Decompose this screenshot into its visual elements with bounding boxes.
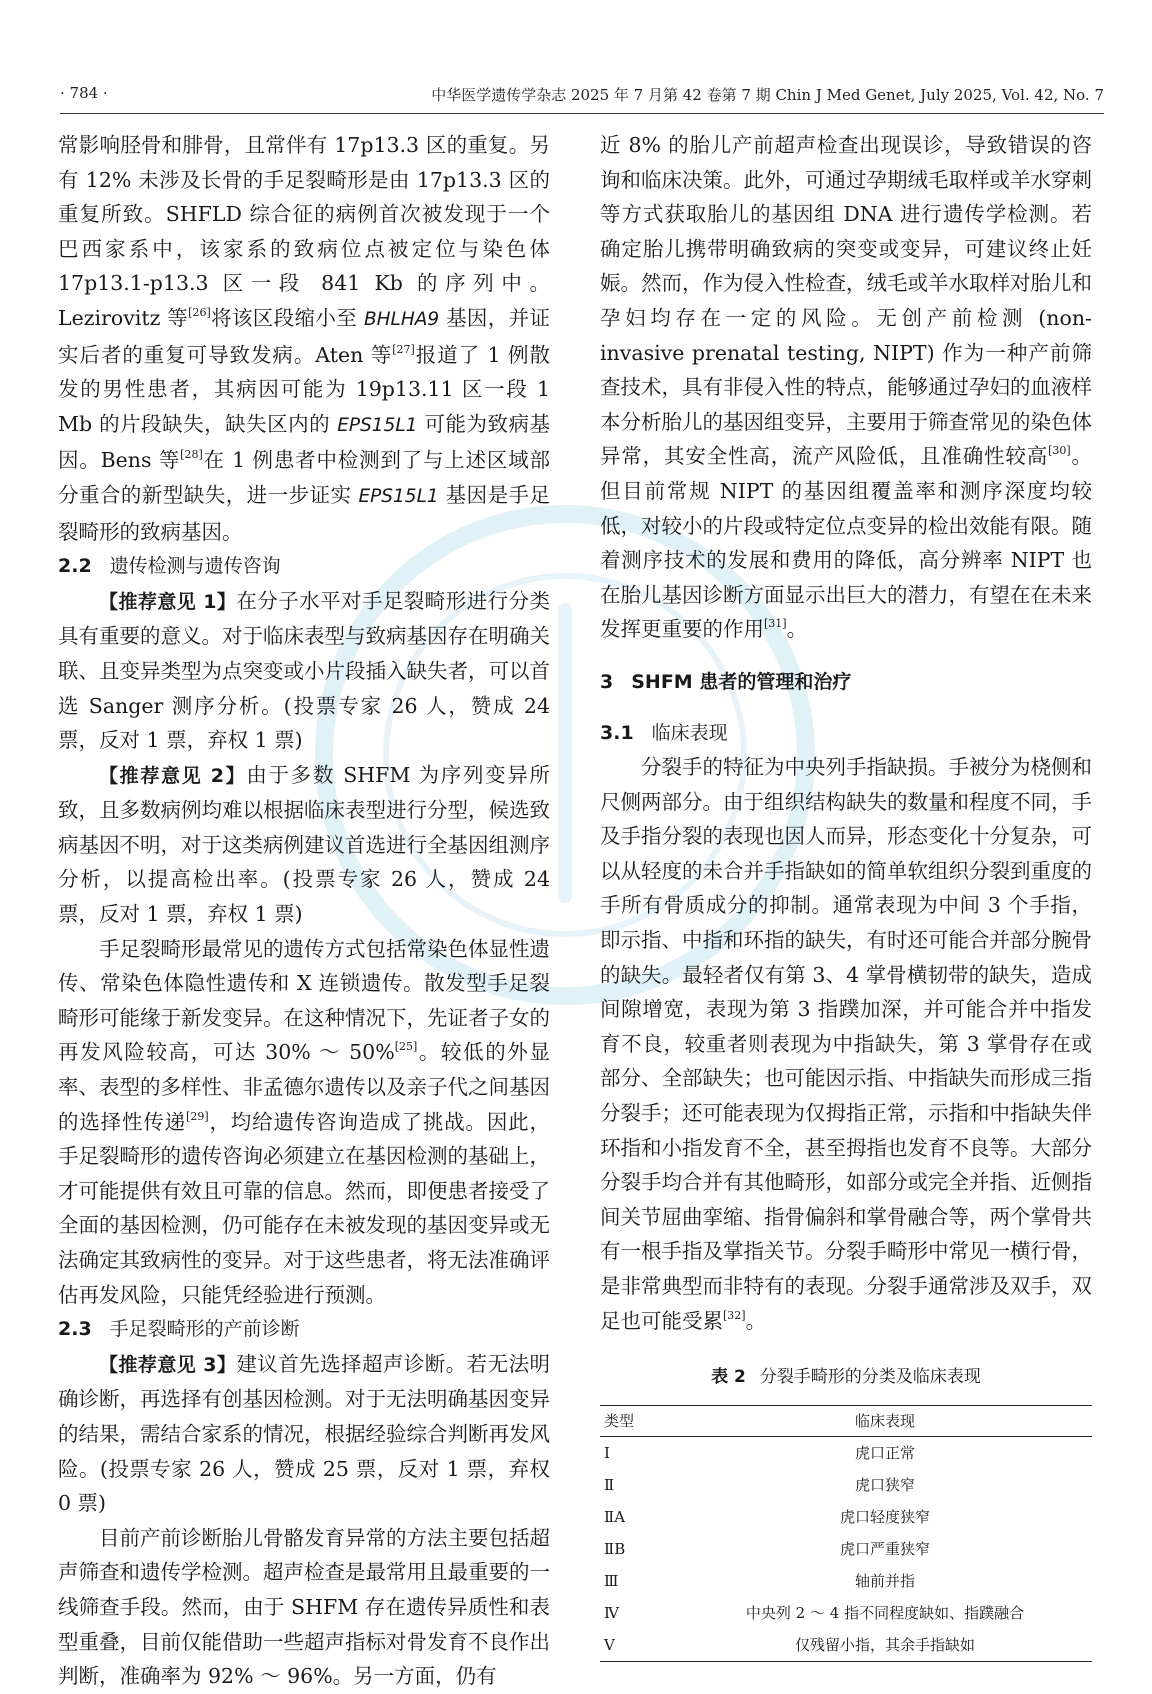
seal-staff-emblem [558, 603, 572, 903]
section-number: 3 [600, 670, 614, 693]
recommendation-2 [58, 758, 550, 932]
text-run: 将该区段缩小至 [210, 305, 364, 330]
citation: [27] [392, 342, 415, 356]
text-run: 。 [786, 617, 808, 642]
section-heading-2-2 [58, 549, 550, 584]
manifestation-cell: 虎口严重狭窄 [839, 1539, 930, 1558]
manifestation-cell: 虎口狭窄 [854, 1475, 915, 1494]
section-title: 临床表现 [651, 721, 728, 744]
citation: [26] [188, 305, 211, 319]
citation: [28] [180, 448, 203, 462]
manifestation-cell: 虎口轻度狭窄 [839, 1507, 930, 1526]
section-number: 3.1 [600, 721, 634, 744]
text-run: 。较低的外显率、表型的多样性、非孟德尔遗传以及亲子代之间基因的选择性传递 [58, 1040, 550, 1134]
recommendation-text: 由于多数 SHFM 为序列变异所致，且多数病例均难以根据临床表型进行分型，候选致病基因不明，对于这类病例建议首选进行全基因组测序分析，以提高检出率。(投票专家 26 人，赞成 24 票，反对 1 票，弃权 1 票) [58, 762, 550, 927]
recommendation-3 [58, 1347, 550, 1521]
table-row [600, 1597, 1092, 1629]
header-rule [60, 113, 1104, 114]
text-run: 基因，并证实后者的重复可导致发病。Aten 等 [58, 305, 550, 367]
table-row [600, 1629, 1092, 1662]
paragraph-inheritance [58, 932, 550, 1313]
table-header-row [600, 1405, 1092, 1436]
type-cell: Ⅳ [604, 1603, 619, 1622]
text-run: 手足裂畸形最常见的遗传方式包括常染色体显性遗传、常染色体隐性遗传和 X 连锁遗传。散发型手足裂畸形可能缘于新发变异。在这种情况下，先证者子女的再发风险较高，可达 30% ～ 50% [58, 936, 550, 1065]
left-column [58, 128, 550, 1694]
recommendation-text: 在分子水平对手足裂畸形进行分类具有重要的意义。对于临床表型与致病基因存在明确关联、且变异类型为点突变或小片段插入缺失者，可以首选 Sanger 测序分析。(投票专家 26 人，赞成 24 票，反对 1 票，弃权 1 票) [58, 588, 551, 753]
section-title: 手足裂畸形的产前诊断 [109, 1318, 300, 1341]
text-run: 分裂手的特征为中央列手指缺损。手被分为桡侧和尺侧两部分。由于组织结构缺失的数量和程度不同，手及手指分裂的表现也因人而异，形态变化十分复杂，可以从轻度的未合并手指缺如的简单软组织分裂到重度的手所有骨质成分的抑制。通常表现为中间 3 个手指，即示指、中指和环指的缺失，有时还可能合并部分腕骨的缺失。最轻者仅有第 3、4 掌骨横韧带的缺失，造成间隙增宽，表现为第 3 指蹼加深，并可能合并中指发育不良，较重者则表现为中指缺失，第 3 掌骨存在或部分、全部缺失；也可能因示指、中指缺失而形成三指分裂手；还可能表现为仅拇指正常，示指和中指缺失伴环指和小指发育不全，甚至拇指也发育不良等。大部分分裂手均合并有其他畸形，如部分或完全并指、近侧指间关节屈曲挛缩、指骨偏斜和掌骨融合等，两个掌骨共有一根手指及掌指关节。分裂手畸形中常见一横行骨，是非常典型而非特有的表现。分裂手通常涉及双手，双足也可能受累 [600, 755, 1092, 1333]
manifestation-cell: 虎口正常 [854, 1443, 915, 1462]
recommendation-label: 【推荐意见 1】 [99, 590, 237, 613]
table-row [600, 1565, 1092, 1597]
citation: [32] [723, 1308, 746, 1322]
column-header-manifestation: 临床表现 [678, 1405, 1092, 1436]
gene-name: EPS15L1 [337, 414, 418, 436]
gene-name: EPS15L1 [358, 485, 439, 507]
type-cell: Ⅱ [604, 1475, 615, 1494]
type-cell: Ⅰ [604, 1443, 610, 1462]
citation: [29] [186, 1109, 209, 1123]
recommendation-label: 【推荐意见 2】 [99, 764, 247, 787]
table-row [600, 1533, 1092, 1565]
paragraph-nipt [600, 128, 1092, 647]
section-heading-2-3 [58, 1312, 550, 1347]
recommendation-label: 【推荐意见 3】 [99, 1353, 237, 1376]
text-run: 基因是手足裂畸形的致病基因。 [58, 482, 550, 544]
journal-citation: 中华医学遗传学杂志 2025 年 7 月第 42 卷第 7 期 Chin J Med Genet, July 2025, Vol. 42, No. 7 [431, 86, 1104, 104]
section-number: 2.3 [58, 1318, 92, 1341]
right-column [600, 128, 1092, 1662]
gene-name: BHLHA9 [363, 308, 440, 330]
section-number: 2.2 [58, 555, 92, 578]
manifestation-cell: 轴前并指 [854, 1571, 915, 1590]
text-run: 报道了 1 例散发的男性患者，其病因可能为 19p13.11 区一段 1 Mb 的片段缺失，缺失区内的 [58, 342, 550, 436]
classification-table [600, 1405, 1092, 1662]
recommendation-text: 建议首先选择超声诊断。若无法明确诊断，再选择有创基因检测。对于无法明确基因变异的结果，需结合家系的情况，根据经验综合判断再发风险。(投票专家 26 人，赞成 25 票，反对 1 票，弃权 0 票) [58, 1351, 551, 1516]
manifestation-cell: 仅残留小指，其余手指缺如 [678, 1629, 1092, 1662]
section-heading-3 [600, 665, 1092, 700]
section-title: SHFM 患者的管理和治疗 [631, 670, 852, 693]
citation: [30] [1048, 444, 1071, 458]
citation: [31] [764, 617, 787, 631]
type-cell: ⅡB [604, 1539, 626, 1558]
text-run: 可能为致病基因。Bens 等 [58, 411, 550, 473]
text-run: 近 8% 的胎儿产前超声检查出现误诊，导致错误的咨询和临床决策。此外，可通过孕期绒毛取样或羊水穿刺等方式获取胎儿的基因组 DNA 进行遗传学检测。若确定胎儿携带明确致病的突变或变异，可建议终止妊娠。然而，作为侵入性检查，绒毛或羊水取样对胎儿和孕妇均存在一定的风险。无创产前检测 (non-invasive prenatal testing, NIPT) 作为一种产前筛查技术，具有非侵入性的特点，能够通过孕妇的血液样本分析胎儿的基因组变异，主要用于筛查常见的染色体异常，其安全性高，流产风险低，且准确性较高 [600, 133, 1092, 469]
column-header-type: 类型 [600, 1405, 678, 1436]
table-title: 分裂手畸形的分类及临床表现 [759, 1367, 981, 1388]
recommendation-1 [58, 584, 550, 758]
section-title: 遗传检测与遗传咨询 [109, 555, 281, 578]
citation: [25] [394, 1040, 418, 1054]
table-row [600, 1436, 1092, 1469]
section-heading-3-1 [600, 716, 1092, 751]
running-header [60, 82, 1104, 108]
table-number: 表 2 [711, 1367, 746, 1388]
manifestation-cell: 中央列 2 ～ 4 指不同程度缺如、指蹼融合 [745, 1603, 1025, 1622]
text-run: 常影响胫骨和腓骨，且常伴有 17p13.3 区的重复。另有 12% 未涉及长骨的手足裂畸形是由 17p13.3 区的重复所致。SHFLD 综合征的病例首次被发现于一个巴西家系中，该家系的致病位点被定位与染色体 17p13.1-p13.3 区一段 841 Kb 的序列中。Lezirovitz 等 [58, 133, 550, 330]
type-cell: Ⅴ [600, 1629, 678, 1662]
table-caption [600, 1360, 1092, 1395]
text-run: 。 [745, 1308, 767, 1333]
text-run: 在 1 例患者中检测到了与上述区域部分重合的新型缺失，进一步证实 [58, 448, 550, 507]
paragraph-genetics-loci [58, 128, 550, 549]
table-row [600, 1501, 1092, 1533]
type-cell: ⅡA [604, 1507, 626, 1526]
paragraph-prenatal-methods: 目前产前诊断胎儿骨骼发育异常的方法主要包括超声筛查和遗传学检测。超声检查是最常用且最重要的一线筛查手段。然而，由于 SHFM 存在遗传异质性和表型重叠，目前仅能借助一些超声指标对骨发育不良作出判断，准确率为 92% ～ 96%。另一方面，仍有 [58, 1525, 550, 1689]
text-run: 。但目前常规 NIPT 的基因组覆盖率和测序深度均较低，对较小的片段或特定位点变异的检出效能有限。随着测序技术的发展和费用的降低，高分辨率 NIPT 也在胎儿基因诊断方面显示出巨大的潜力，有望在在未来发挥更重要的作用 [600, 444, 1093, 642]
table-row [600, 1469, 1092, 1501]
paragraph-clinical-features [600, 750, 1092, 1338]
page-number: · 784 · [60, 84, 108, 102]
text-run: ，均给遗传咨询造成了挑战。因此，手足裂畸形的遗传咨询必须建立在基因检测的基础上，才可能提供有效且可靠的信息。然而，即便患者接受了全面的基因检测，仍可能存在未被发现的基因变异或无法确定其致病性的变异。对于这些患者，将无法准确评估再发风险，只能凭经验进行预测。 [58, 1109, 551, 1307]
type-cell: Ⅲ [604, 1571, 619, 1590]
